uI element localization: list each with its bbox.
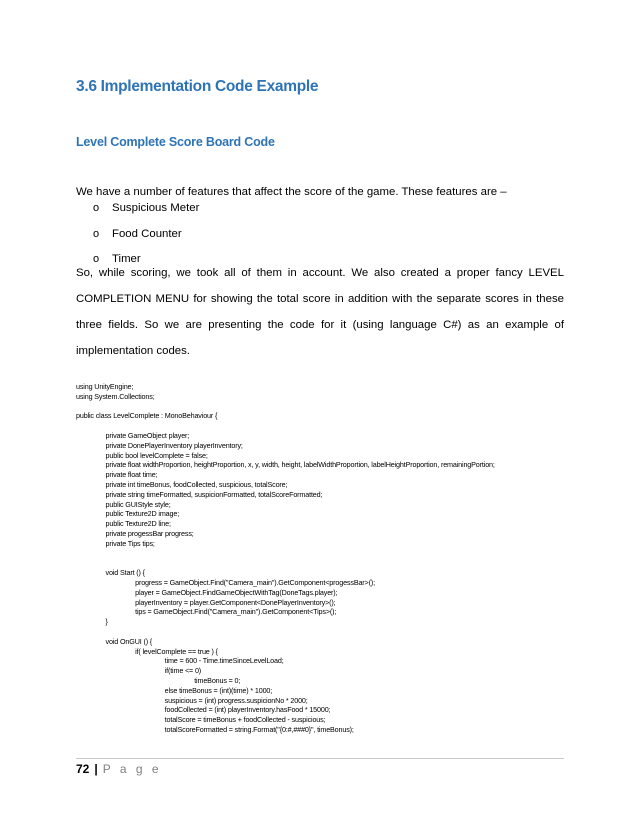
code-line: player = GameObject.FindGameObjectWithTag(DoneTags.player); — [76, 587, 338, 597]
code-line: public bool levelComplete = false; — [76, 450, 208, 460]
code-line: using System.Collections; — [76, 391, 155, 401]
footer-divider — [76, 758, 564, 759]
page-footer — [76, 762, 162, 776]
bullet-marker: o — [93, 227, 100, 240]
code-line: totalScoreFormatted = string.Format("{0:#,###0}", timeBonus); — [76, 724, 354, 734]
page-word: P a g e — [102, 762, 162, 776]
code-line: private progessBar progress; — [76, 528, 194, 538]
code-line: using UnityEngine; — [76, 382, 134, 391]
code-line: private DonePlayerInventory playerInventory; — [76, 440, 243, 450]
bullet-marker: o — [93, 202, 100, 214]
code-line: suspicious = (int) progress.suspicionNo * 2000; — [76, 695, 308, 705]
code-line: if( levelComplete == true ) { — [76, 646, 218, 656]
description-paragraph: So, while scoring, we took all of them in account. We also created a proper fancy LEVEL COMPLETION MENU for showing the total score in addition with the separate scores in these three fields. So we are presenting the code for it (using language C#) as an example of implementation codes. — [76, 267, 564, 357]
footer-separator: | — [94, 762, 98, 776]
intro-paragraph: We have a number of features that affect the score of the game. These features are – — [76, 186, 507, 198]
section-heading: 3.6 Implementation Code Example — [76, 78, 319, 95]
code-line: tips = GameObject.Find("Camera_main").GetComponent<Tips>(); — [76, 607, 337, 617]
code-line: public Texture2D line; — [76, 519, 171, 529]
code-line: else timeBonus = (int)(time) * 1000; — [76, 685, 273, 695]
code-line: private GameObject player; — [76, 430, 190, 440]
code-line: private string timeFormatted, suspicionFormatted, totalScoreFormatted; — [76, 489, 323, 499]
code-line: progress = GameObject.Find("Camera_main").GetComponent<progessBar>(); — [76, 577, 375, 587]
code-line: } — [76, 617, 108, 627]
code-line: if(time <= 0) — [76, 666, 202, 676]
code-line: totalScore = timeBonus + foodCollected - suspicious; — [76, 715, 326, 725]
feature-label: Timer — [112, 253, 141, 265]
code-line: time = 600 - Time.timeSinceLevelLoad; — [76, 656, 284, 666]
feature-label: Food Counter — [112, 227, 182, 240]
section-subheading: Level Complete Score Board Code — [76, 135, 275, 149]
code-line — [76, 421, 576, 431]
code-line — [76, 627, 576, 637]
code-line — [76, 549, 576, 559]
feature-label: Suspicious Meter — [112, 202, 200, 214]
code-line: private Tips tips; — [76, 538, 155, 548]
list-item — [93, 222, 199, 248]
code-line: public GUIStyle style; — [76, 499, 171, 509]
code-line: timeBonus = 0; — [76, 675, 241, 685]
code-line: private float time; — [76, 470, 158, 480]
code-line: private int timeBonus, foodCollected, suspicious, totalScore; — [76, 479, 288, 489]
bullet-marker: o — [93, 253, 100, 265]
code-line: public class LevelComplete : MonoBehaviour { — [76, 411, 218, 421]
code-line: foodCollected = (int) playerInventory.hasFood * 15000; — [76, 705, 331, 715]
code-line — [76, 402, 576, 412]
code-line: void Start () { — [76, 568, 145, 578]
code-listing — [76, 382, 576, 735]
code-line: private float widthProportion, heightProportion, x, y, width, height, labelWidthProportion, labelHeightProportion, remainingPortion; — [76, 460, 495, 470]
code-line: void OnGUI () { — [76, 636, 153, 646]
code-line: public Texture2D image; — [76, 509, 180, 519]
code-line: playerInventory = player.GetComponent<DonePlayerInventory>(); — [76, 597, 336, 607]
page-number: 72 — [76, 762, 90, 776]
code-line — [76, 558, 576, 568]
list-item — [93, 196, 199, 222]
